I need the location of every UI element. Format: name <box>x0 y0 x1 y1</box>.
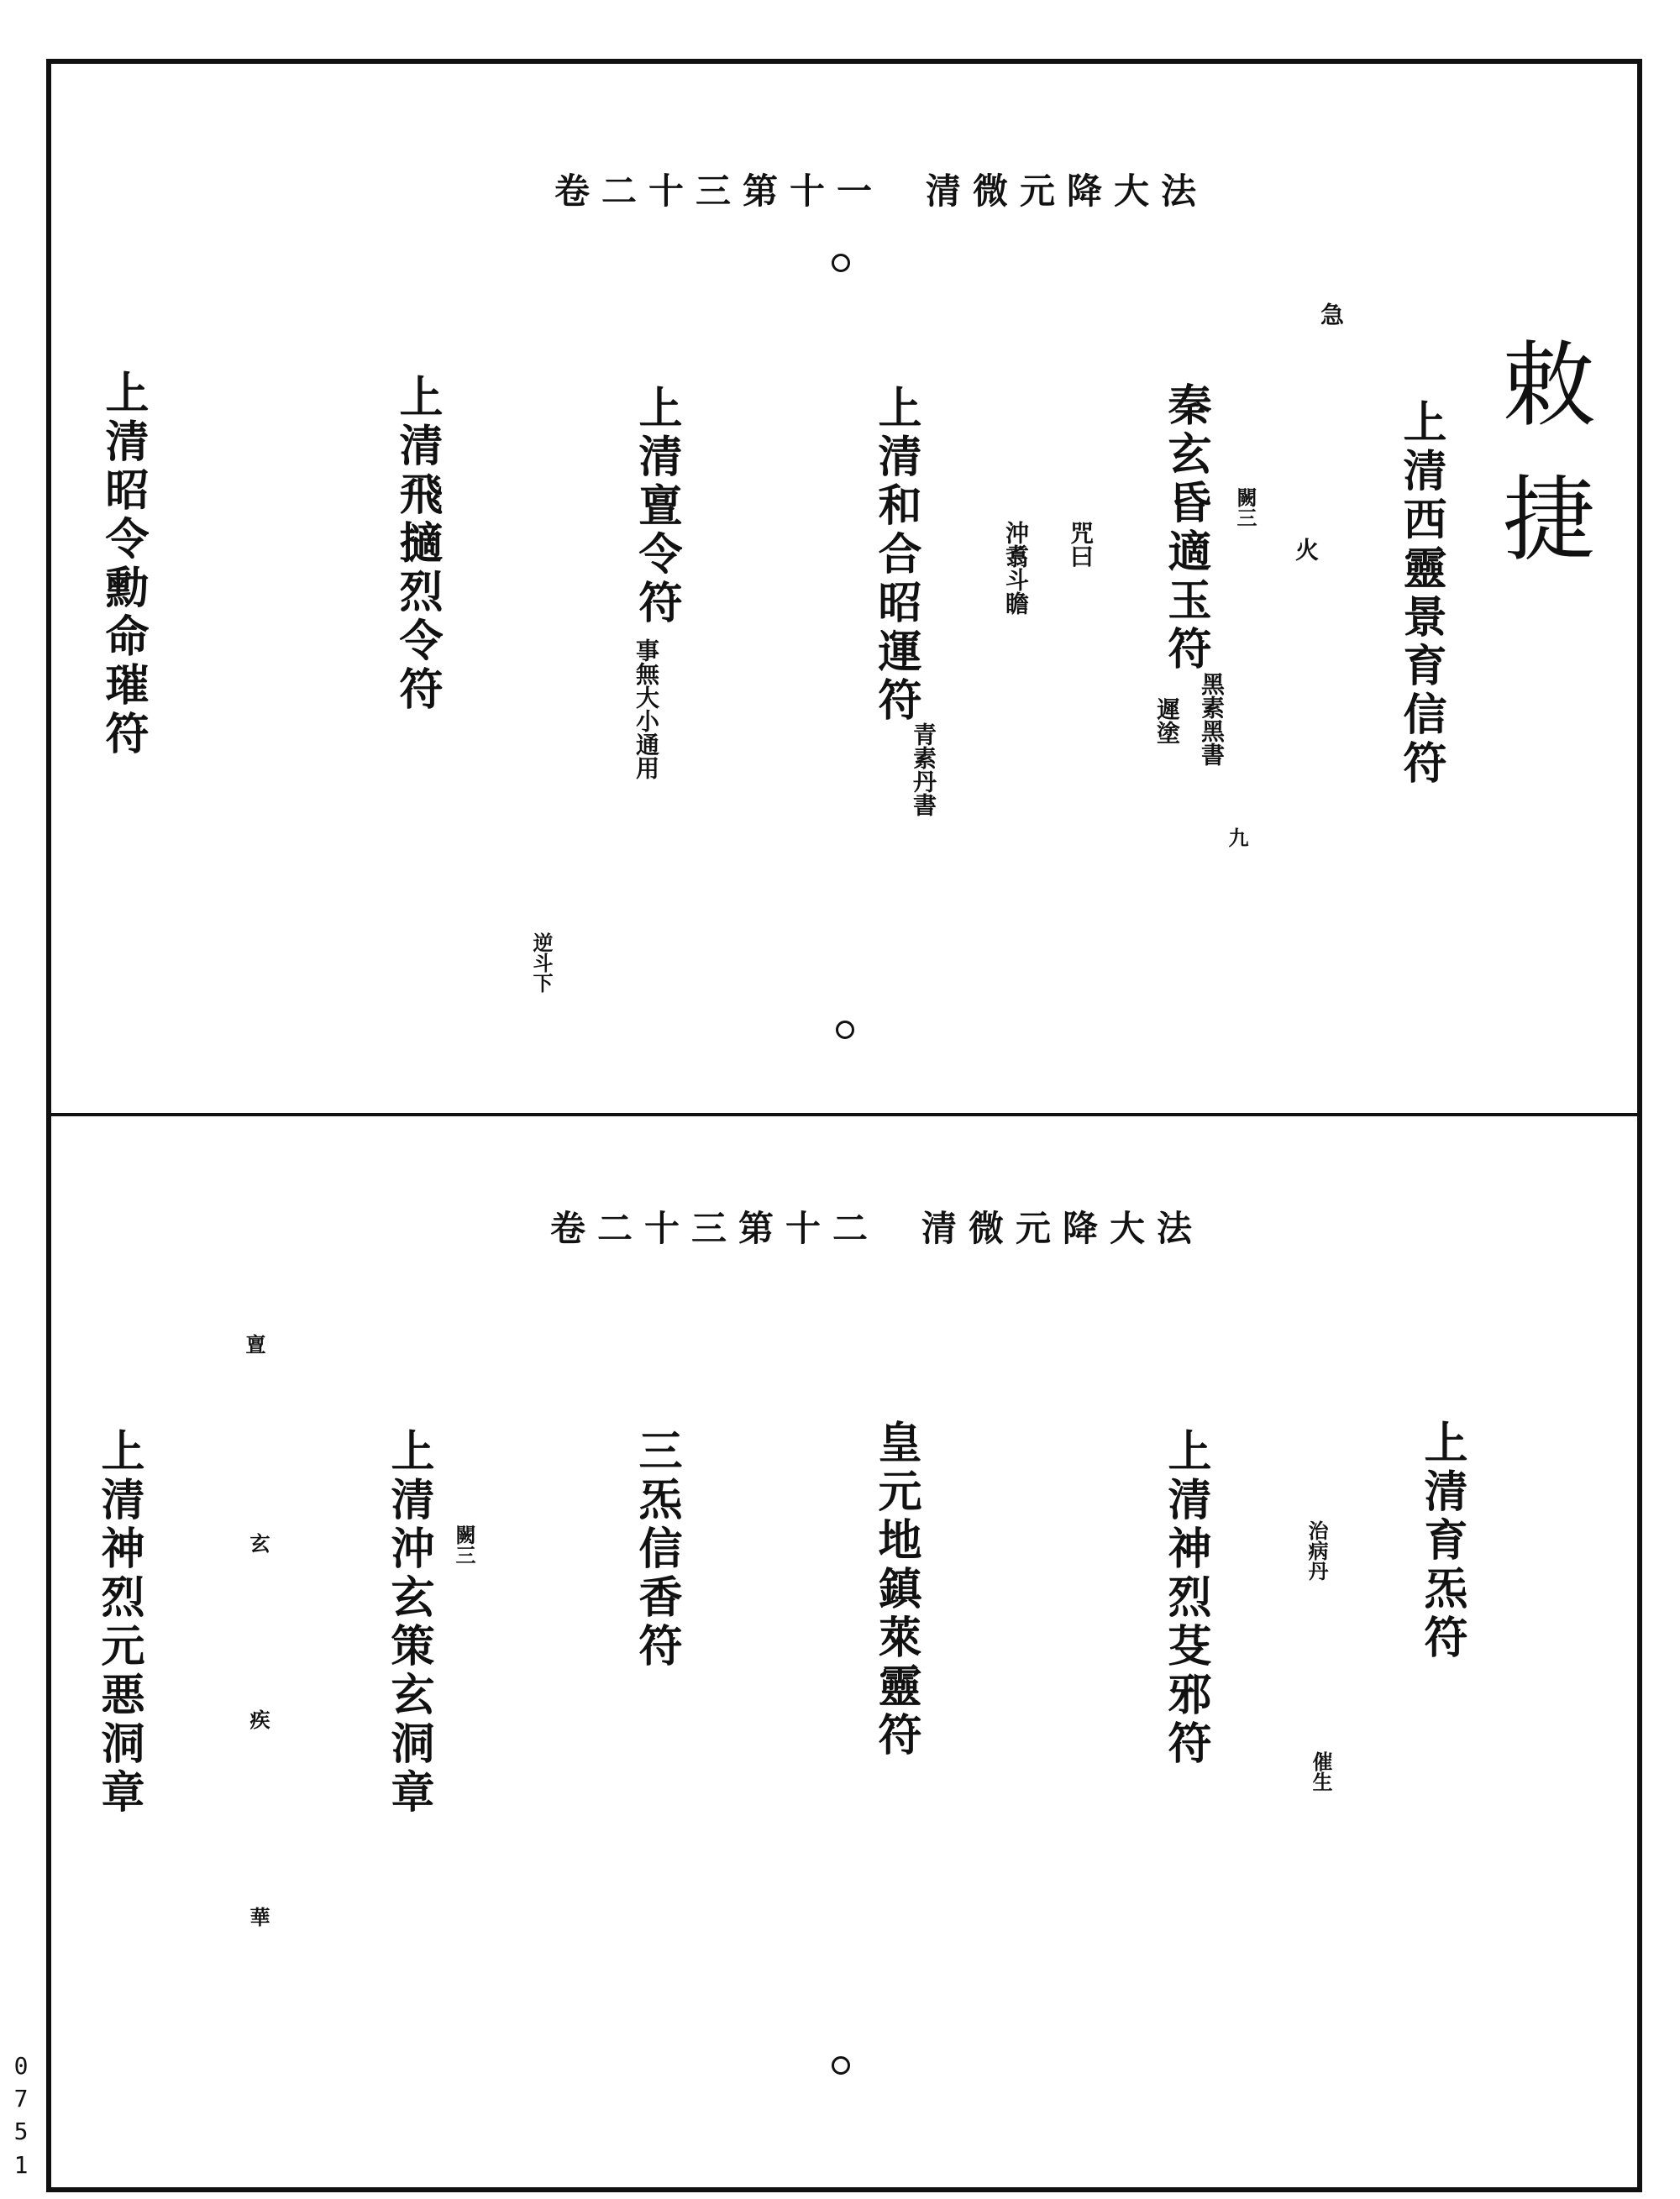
bottom-talisman-title-5: 上清沖玄策玄洞章 <box>383 1428 434 1818</box>
talisman-note-5: 事無大小通用 <box>633 638 660 779</box>
page-number: 0751 <box>13 2052 29 2179</box>
talisman-title-5: 上清亶令符 <box>631 385 682 628</box>
top-header-volume: 卷二十三第十一 <box>554 171 885 212</box>
bottom-talisman-title-4: 三炁信香符 <box>631 1428 682 1672</box>
talisman-note-bottom-2: 黑素黑書 <box>1198 672 1226 766</box>
talisman-note-bottom2-2: 遲塗 <box>1153 697 1181 744</box>
talisman-glyph-1: 敕捷 <box>1488 336 1595 605</box>
talisman-note-side-2: 闕三 <box>1233 487 1257 527</box>
bottom-header-title: 清微元降大法 <box>921 1208 1205 1249</box>
bottom-circle <box>832 2056 850 2075</box>
talisman-title-7: 上清昭令勳命璀符 <box>97 370 149 759</box>
bottom-talisman-note-side-5: 闕三 <box>452 1525 476 1565</box>
talisman-title-2: 秦玄昏適玉符 <box>1160 382 1211 674</box>
talisman-note-extra-2: 九 <box>1225 827 1249 848</box>
bottom-talisman-note-2: 治病丹 <box>1305 1520 1329 1581</box>
bottom-talisman-note-bottom-6: 華 <box>246 1907 270 1927</box>
talisman-note2-5: 逆斗下 <box>529 932 554 993</box>
talisman-note-3: 沖翥斗瞻 <box>1002 521 1030 615</box>
bottom-talisman-title-6: 上清神烈元悪洞章 <box>93 1428 144 1818</box>
top-circle-upper <box>832 254 850 272</box>
talisman-title-1: 上清西靈景育信符 <box>1395 399 1446 789</box>
page-frame <box>46 59 1642 2192</box>
bottom-talisman-note-mid2-6: 疾 <box>246 1709 270 1729</box>
top-circle-lower <box>836 1021 854 1039</box>
bottom-talisman-title-2: 上清神烈芟邪符 <box>1160 1428 1211 1769</box>
bottom-talisman-note-mid-6: 玄 <box>246 1533 270 1553</box>
talisman-note-top-2: 急 <box>1317 302 1345 326</box>
talisman-title-6: 上清飛擿烈令符 <box>391 374 443 715</box>
bottom-header <box>508 1201 1204 1252</box>
talisman-note-4: 青素丹書 <box>910 722 937 816</box>
bottom-talisman-note2-2: 催生 <box>1309 1751 1333 1792</box>
bottom-talisman-title-3: 皇元地鎮萊靈符 <box>870 1420 921 1761</box>
bottom-talisman-title-1: 上清育炁符 <box>1416 1420 1467 1663</box>
talisman-title-3: 咒曰 <box>1067 521 1095 568</box>
top-header-title: 清微元降大法 <box>926 171 1209 212</box>
talisman-title-4: 上清和合昭運符 <box>870 385 921 726</box>
bottom-talisman-note-top-6: 亶 <box>242 1334 266 1354</box>
top-header <box>512 164 1208 214</box>
talisman-note-mid-2: 火 <box>1292 538 1320 561</box>
section-divider <box>46 1113 1642 1116</box>
bottom-header-volume: 卷二十三第十二 <box>550 1208 880 1249</box>
